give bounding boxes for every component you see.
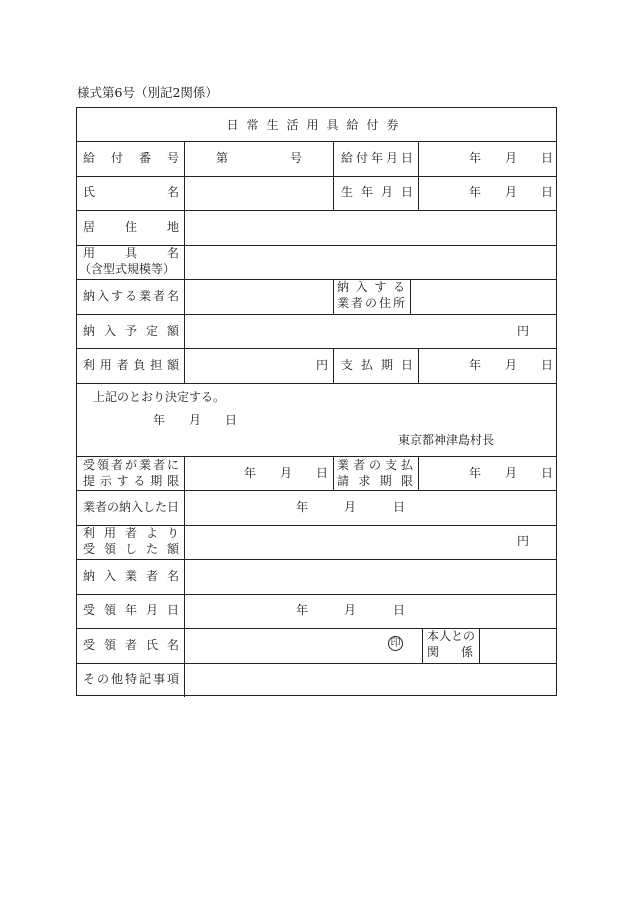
payment-date-year: 年 [469, 358, 482, 372]
issuer-name: 東京都神津島村長 [398, 433, 495, 447]
received-amount-label-1: 利用者より [83, 526, 179, 540]
decision-day: 日 [225, 413, 238, 427]
planned-amount-label: 納入予定額 [83, 324, 179, 338]
received-amount-unit: 円 [517, 534, 530, 548]
item-model-label: （含型式規模等） [79, 262, 176, 276]
dob-year: 年 [469, 185, 482, 199]
benefit-date-year: 年 [469, 151, 482, 165]
vendor-address-label-1: 納入する [337, 280, 405, 294]
name-label: 氏名 [83, 185, 179, 199]
user-burden-unit: 円 [316, 358, 329, 372]
item-name-label: 用具名 [83, 246, 179, 260]
decision-text: 上記のとおり決定する。 [93, 390, 226, 404]
benefit-voucher-form [76, 107, 557, 696]
form-number-label: 様式第6号（別記2関係） [77, 85, 218, 100]
payment-date-month: 月 [505, 358, 518, 372]
seal-mark: 印 [388, 636, 403, 651]
vendor-address-label-2: 業者の住所 [337, 296, 405, 310]
benefit-date-month: 月 [505, 151, 518, 165]
payment-date-label: 支払期日 [341, 358, 413, 372]
receipt-date-label: 受領年月日 [83, 603, 179, 617]
other-notes-label: その他特記事項 [83, 672, 179, 686]
receipt-date-month: 月 [344, 603, 357, 617]
vendor-name-label: 納入する業者名 [83, 289, 179, 303]
receipt-date-day: 日 [393, 603, 406, 617]
presentation-deadline-month: 月 [280, 466, 293, 480]
presentation-deadline-year: 年 [244, 466, 257, 480]
form-title: 日常生活用具給付券 [226, 118, 407, 132]
received-amount-label-2: 受領した額 [83, 542, 179, 556]
number-prefix: 第 [216, 151, 229, 165]
delivered-date-month: 月 [344, 500, 357, 514]
planned-amount-unit: 円 [517, 324, 530, 338]
decision-year: 年 [153, 413, 166, 427]
claim-deadline-day: 日 [541, 466, 554, 480]
presentation-deadline-label-2: 提示する期限 [83, 474, 179, 488]
user-burden-label: 利用者負担額 [83, 358, 179, 372]
delivered-date-label: 業者の納入した日 [83, 500, 180, 514]
recipient-name-label: 受領者氏名 [83, 638, 179, 652]
claim-deadline-year: 年 [469, 466, 482, 480]
address-label: 居住地 [83, 220, 179, 234]
decision-month: 月 [189, 413, 202, 427]
benefit-number-label: 給付番号 [83, 151, 179, 165]
relationship-label-1: 本人との [427, 629, 476, 643]
dob-month: 月 [505, 185, 518, 199]
claim-deadline-month: 月 [505, 466, 518, 480]
benefit-date-label: 給付年月日 [341, 151, 413, 165]
relationship-label-2: 関係 [427, 645, 473, 659]
presentation-deadline-day: 日 [316, 466, 329, 480]
delivered-date-day: 日 [393, 500, 406, 514]
receipt-date-year: 年 [296, 603, 309, 617]
delivered-date-year: 年 [296, 500, 309, 514]
claim-deadline-label-1: 業者の支払 [337, 458, 413, 472]
dob-day: 日 [541, 185, 554, 199]
benefit-date-day: 日 [541, 151, 554, 165]
dob-label: 生年月日 [341, 185, 413, 199]
delivery-vendor-label: 納入業者名 [83, 569, 179, 583]
number-suffix: 号 [290, 151, 303, 165]
presentation-deadline-label-1: 受領者が業者に [83, 458, 179, 472]
payment-date-day: 日 [541, 358, 554, 372]
claim-deadline-label-2: 請求期限 [337, 474, 413, 488]
